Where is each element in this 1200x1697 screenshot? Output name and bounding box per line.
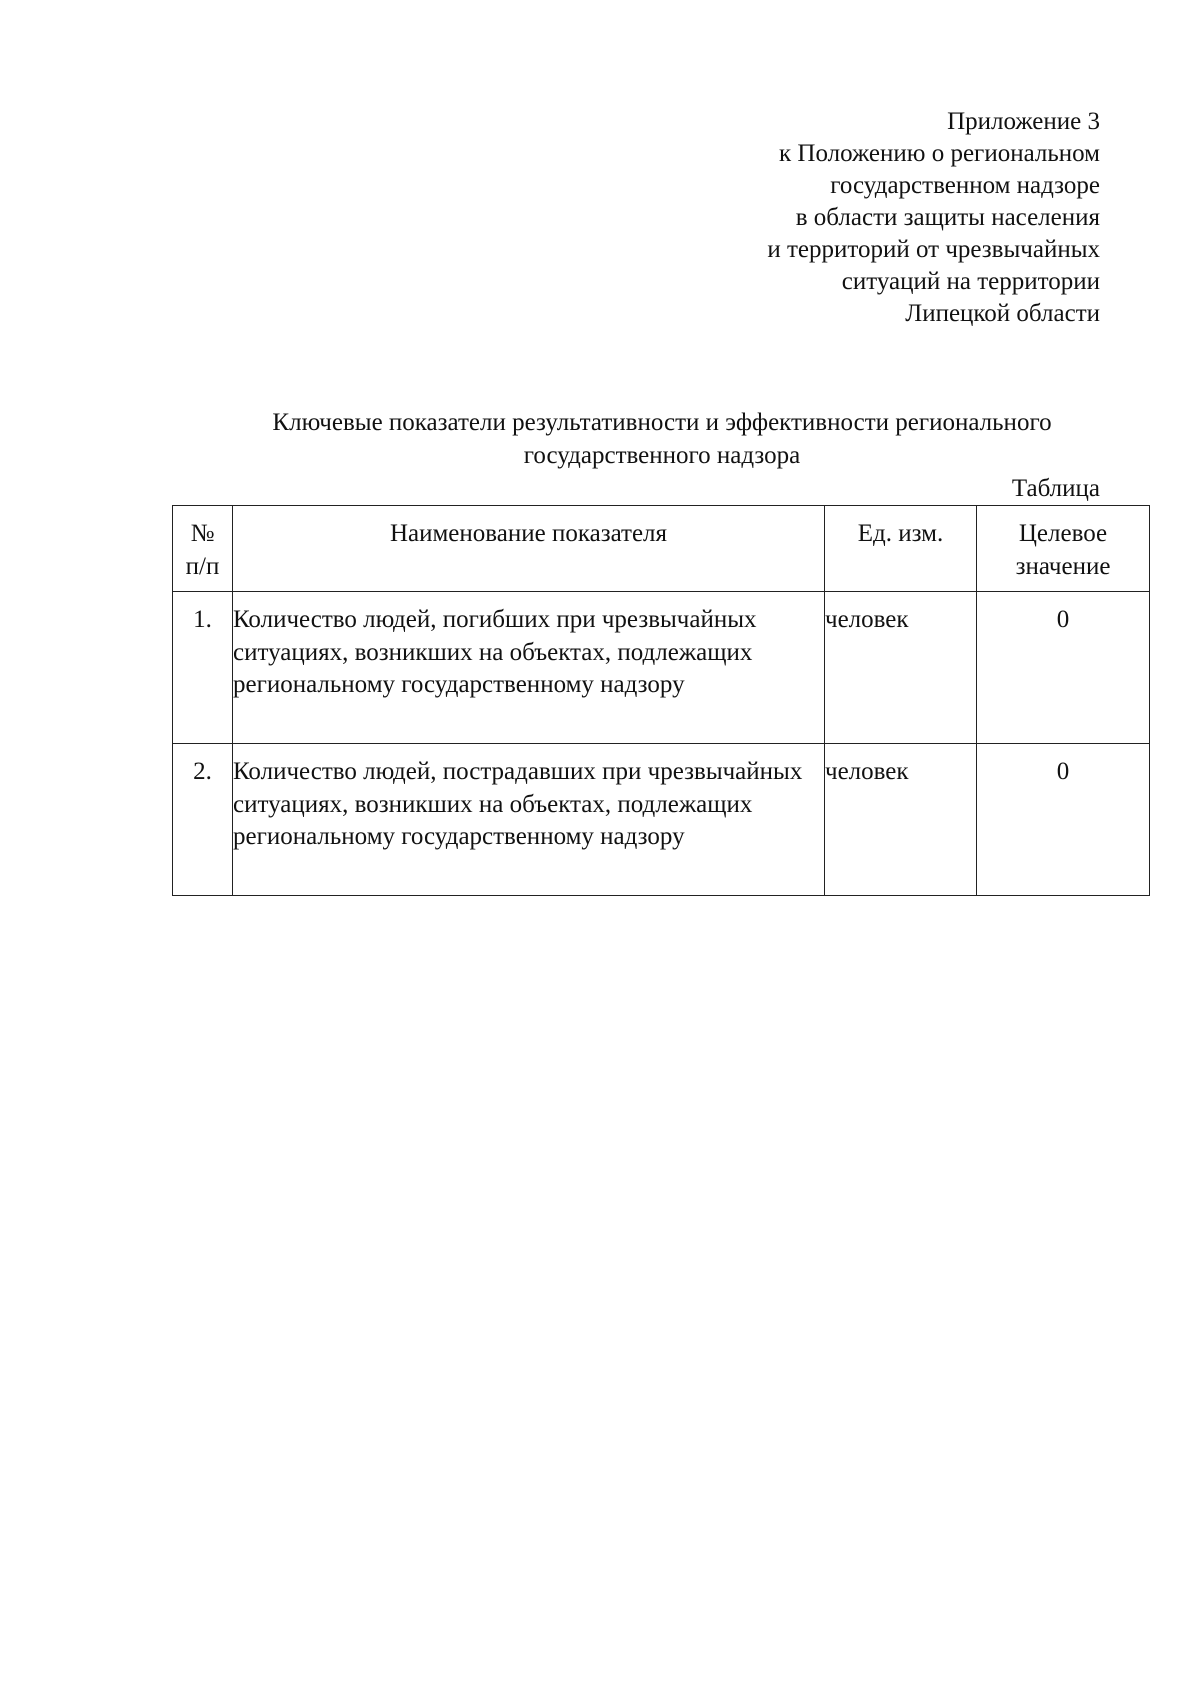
header-name: Наименование показателя (233, 506, 825, 592)
appendix-line: в области защиты населения (795, 204, 1100, 231)
appendix-line: к Положению о региональном (779, 140, 1100, 167)
table-row (173, 592, 1150, 744)
indicator-unit: человек (825, 592, 977, 744)
appendix-line: государственном надзоре (830, 172, 1100, 199)
document-title-line: Ключевые показатели результативности и эффективности регионального (272, 409, 1052, 436)
document-title (172, 406, 1152, 472)
row-number: 1. (173, 592, 233, 744)
header-num-line: № (190, 520, 215, 547)
header-target-line: значение (1015, 552, 1111, 580)
row-number: 2. (173, 744, 233, 896)
header-target (977, 506, 1150, 592)
header-num (173, 506, 233, 592)
indicator-target: 0 (977, 592, 1150, 744)
header-target-line: Целевое (1018, 520, 1108, 547)
indicators-table (172, 505, 1150, 896)
appendix-line: Липецкой области (905, 300, 1100, 327)
header-unit: Ед. изм. (825, 506, 977, 592)
table-label: Таблица (1011, 475, 1100, 502)
appendix-header (580, 106, 1100, 330)
appendix-line: ситуаций на территории (841, 268, 1100, 295)
document-title-line: государственного надзора (523, 442, 801, 469)
indicator-name: Количество людей, погибших при чрезвычайных ситуациях, возникших на объектах, подлежащих региональному государственному надзору (233, 592, 825, 744)
appendix-line: Приложение 3 (947, 108, 1100, 135)
table-row (173, 744, 1150, 896)
indicator-name: Количество людей, пострадавших при чрезвычайных ситуациях, возникших на объектах, подлежащих региональному государственному надзору (233, 744, 825, 896)
appendix-line: и территорий от чрезвычайных (767, 236, 1100, 263)
indicator-target: 0 (977, 744, 1150, 896)
table-header-row (173, 506, 1150, 592)
indicator-unit: человек (825, 744, 977, 896)
header-num-line: п/п (185, 552, 220, 580)
